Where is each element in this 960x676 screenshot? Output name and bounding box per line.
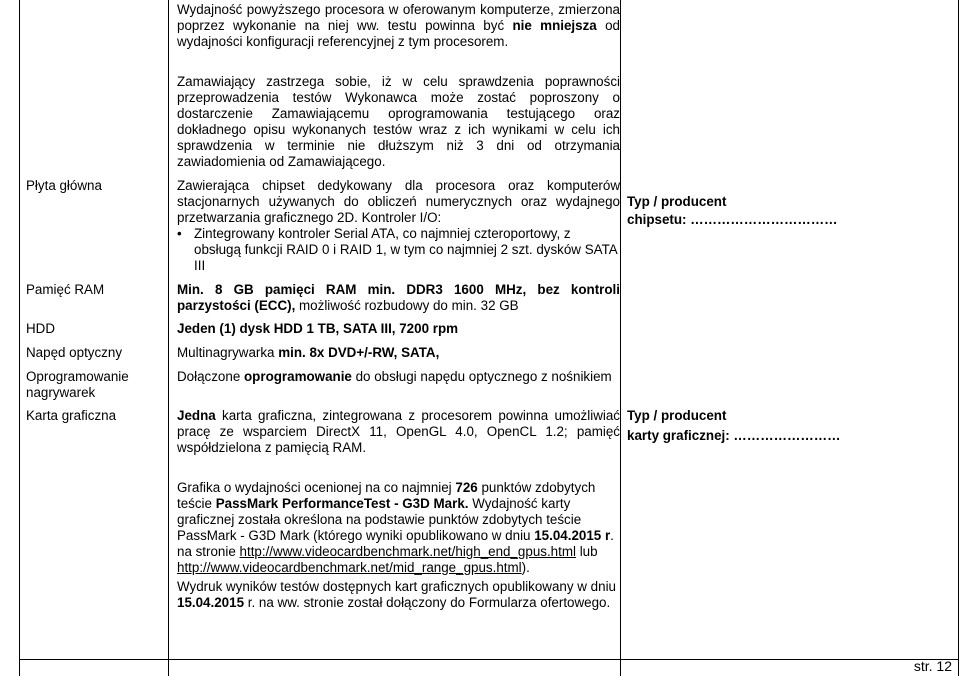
bullet-icon: • — [177, 226, 182, 241]
graphics-card-description: Jedna karta graficzna, zintegrowana z procesorem powinna umożliwiać pracę ze wsparciem DirectX 11, OpenGL 4.0, OpenCL 1.2; pamięć współdzielona z pamięcią RAM. — [177, 408, 620, 455]
row-label-graphics-card: Karta graficzna — [26, 408, 117, 423]
gpu-type-label: Typ / producent — [627, 408, 727, 423]
row-divider — [19, 659, 959, 660]
page-number: str. 12 — [913, 658, 952, 674]
gpu-fill-field: karty graficznej: …………………… — [627, 428, 841, 443]
ram-description: Min. 8 GB pamięci RAM min. DDR3 1600 MHz, bez kontroli parzystości (ECC), możliwość rozbudowy do min. 32 GB — [177, 282, 620, 313]
table-right-border — [958, 0, 959, 676]
chipset-type-label: Typ / producent — [627, 194, 727, 209]
chipset-fill-field: chipsetu: …………………………… — [627, 212, 838, 227]
table-left-border — [19, 0, 20, 676]
hdd-description: Jeden (1) dysk HDD 1 TB, SATA III, 7200 rpm — [177, 321, 459, 336]
row-label-hdd: HDD — [26, 321, 56, 336]
row-label-burning-software: Oprogramowanie nagrywarek — [26, 369, 129, 400]
motherboard-bullet: Zintegrowany kontroler Serial ATA, co najmniej czteroportowy, z obsługą funkcji RAID 0 i RAID 1, w tym co najmniej 2 szt. dysków SATA III — [194, 226, 617, 273]
gpu-printout-paragraph: Wydruk wyników testów dostępnych kart graficznych opublikowany w dniu 15.04.2015 r. na ww. stronie został dołączony do Formularza ofertowego. — [177, 579, 616, 610]
row-label-motherboard: Płyta główna — [26, 178, 102, 193]
burning-software-description: Dołączone oprogramowanie do obsługi napędu optycznego z nośnikiem — [177, 369, 612, 384]
gpu-performance-paragraph: Grafika o wydajności ocenionej na co najmniej 726 punktów zdobytych teście PassMark PerformanceTest - G3D Mark. Wydajność karty graficznej została określona na podstawie punktów zdobytych teście PassMark - G3D Mark (którego wyniki opublikowano w dniu 15.04.2015 r. na stronie http://www.videocardbenchmark.net/high_end_gpus.html lub http://www.videocardbenchmark.net/mid_range_gpus.html). — [177, 480, 614, 575]
column-divider-2 — [620, 0, 621, 676]
row-label-ram: Pamięć RAM — [26, 282, 105, 297]
optical-drive-description: Multinagrywarka min. 8x DVD+/-RW, SATA, — [177, 345, 440, 360]
column-divider-1 — [168, 0, 169, 676]
benchmark-link-mid-range[interactable]: http://www.videocardbenchmark.net/mid_range_gpus.html — [177, 560, 522, 575]
row-label-optical-drive: Napęd optyczny — [26, 345, 123, 360]
motherboard-description: Zawierająca chipset dedykowany dla procesora oraz komputerów stacjonarnych używanych do obliczeń numerycznych oraz wydajnego przetwarzania graficznego 2D. Kontroler I/O: — [177, 178, 620, 225]
top-cell-paragraph-2: Zamawiający zastrzega sobie, iż w celu sprawdzenia poprawności przeprowadzenia testów Wykonawca może zostać poproszony o dostarczenie Zamawiającemu oprogramowania testującego oraz dokładnego opisu wykonanych testów wraz z ich wynikami w celu ich sprawdzenia w terminie nie dłuższym niż 3 dni od otrzymania zawiadomienia od Zamawiającego. — [177, 74, 620, 169]
benchmark-link-high-end[interactable]: http://www.videocardbenchmark.net/high_end_gpus.html — [239, 544, 576, 559]
top-cell-paragraph-1: Wydajność powyższego procesora w oferowanym komputerze, zmierzona poprzez wykonanie na niej ww. testu powinna być nie mniejsza od wydajności konfiguracji referencyjnej z tym procesorem. — [177, 2, 620, 49]
